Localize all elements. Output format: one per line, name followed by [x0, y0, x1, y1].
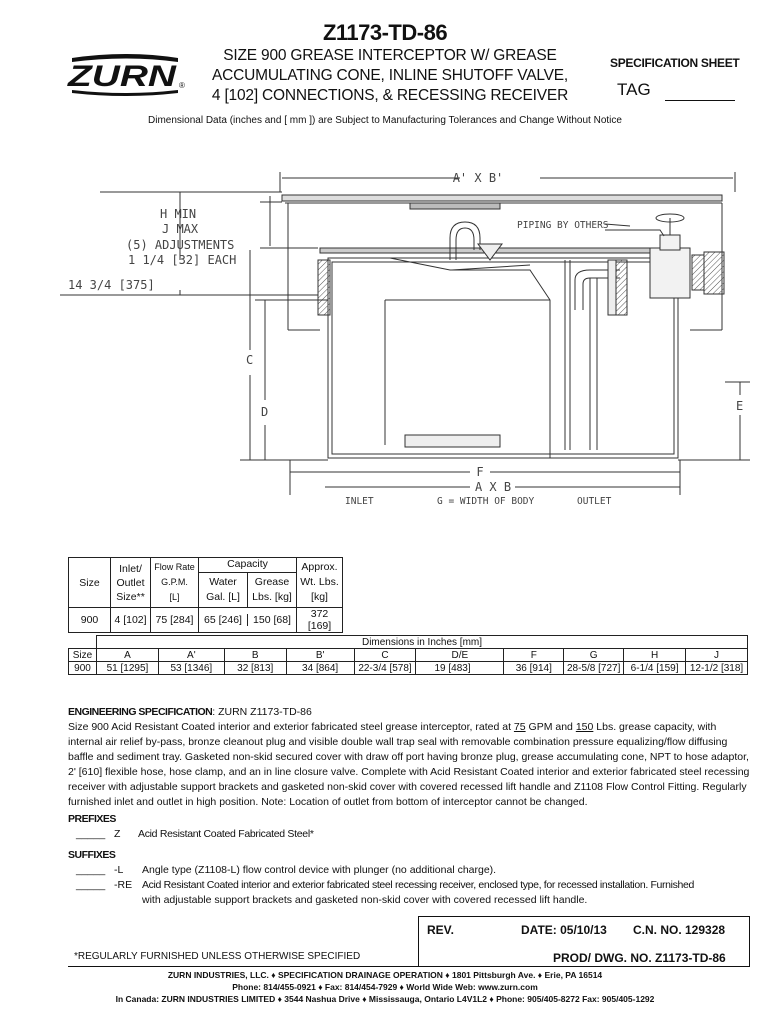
weight-h3: [kg]: [311, 591, 328, 603]
dimensions-table: [68, 635, 748, 675]
spec-text-1: Size 900 Acid Resistant Coated interior and exterior fabricated steel grease interceptor, rated at: [68, 721, 514, 733]
grease-header: [248, 573, 296, 607]
adjust-each-label: 1 1/4 [32] EACH: [128, 253, 237, 267]
dim-col: F: [504, 649, 564, 662]
suffix-l-text: Angle type (Z1108-L) flow control device with plunger (no additional charge).: [142, 864, 497, 876]
prefix-text: Acid Resistant Coated Fabricated Steel*: [138, 828, 314, 840]
dim-cell: 32 [813]: [224, 662, 286, 675]
page-title: Z1173-TD-86: [322, 20, 448, 45]
dim-col: H: [624, 649, 686, 662]
weight-h2: Wt. Lbs.: [300, 576, 339, 588]
dim-cell: 19 [483]: [416, 662, 504, 675]
prefix-suffix-section: [68, 812, 750, 908]
suffix-re-text: Acid Resistant Coated interior and exterior fabricated steel recessing receiver, enclosed type, for recessed installation. Furnished: [142, 879, 695, 891]
footer-line-1: ZURN INDUSTRIES, LLC. ♦ SPECIFICATION DRAINAGE OPERATION ♦ 1801 Pittsburgh Ave. ♦ Erie, PA 16514: [167, 970, 603, 980]
top-dim-label: A' X B': [452, 171, 504, 185]
axb-label: A X B: [474, 480, 512, 494]
tag-field[interactable]: [665, 100, 735, 101]
spec-sheet-label: SPECIFICATION SHEET: [610, 56, 740, 70]
suffixes-title: SUFFIXES: [68, 849, 116, 861]
dim-cell: 22-3/4 [578]: [354, 662, 416, 675]
dim-col: Size: [69, 649, 97, 662]
inlet-h3: Size**: [116, 590, 145, 603]
flow-h3: [L]: [169, 592, 180, 602]
grease-value: 150 [68]: [253, 614, 291, 626]
flow-h2: G.P.M.: [161, 577, 188, 587]
dim-cell: 34 [864]: [286, 662, 354, 675]
suffix-l-code: -L: [114, 864, 124, 876]
dim-col: C: [354, 649, 416, 662]
weight-header: [297, 558, 343, 608]
registered-mark: ®: [179, 81, 185, 90]
piping-label: PIPING BY OTHERS: [517, 220, 609, 231]
subtitle-line-3: 4 [102] CONNECTIONS, & RECESSING RECEIVER: [211, 87, 569, 104]
table-row: [69, 649, 748, 662]
tag-label: TAG: [617, 80, 651, 99]
footer-divider: [68, 966, 750, 967]
suffix-re-text-2: with adjustable support brackets and gasketed non-skid cover with covered recessed lift handle.: [142, 894, 588, 906]
dim-cell: 12-1/2 [318]: [686, 662, 748, 675]
dim-cell: 36 [914]: [504, 662, 564, 675]
weight-h1: Approx.: [301, 561, 338, 573]
subtitle-line-2: ACCUMULATING CONE, INLINE SHUTOFF VALVE,: [211, 67, 568, 84]
dim-d-label: D: [261, 405, 269, 419]
date-label: DATE: 05/10/13: [521, 923, 607, 937]
dim-col: B': [286, 649, 354, 662]
body-width-label: G = WIDTH OF BODY: [437, 496, 535, 507]
dim-cell: 6-1/4 [159]: [624, 662, 686, 675]
adjustments-label: (5) ADJUSTMENTS: [126, 238, 235, 252]
logo-text: ZURN: [66, 60, 178, 93]
flow-header: [151, 558, 199, 608]
capacity-header: [199, 558, 297, 608]
inlet-header: [111, 558, 151, 608]
dim-col: B: [224, 649, 286, 662]
water-h1: Water: [209, 576, 237, 588]
prefixes-title: PREFIXES: [68, 813, 116, 825]
cap-cell: 372 [169]: [297, 608, 343, 633]
flow-h1: Flow Rate: [154, 562, 195, 572]
rev-label: REV.: [427, 923, 454, 937]
spec-lbs: 150: [575, 721, 594, 733]
dims-title: Dimensions in Inches [mm]: [96, 636, 747, 649]
dim-col: A': [158, 649, 224, 662]
dim-col: J: [686, 649, 748, 662]
water-value: 65 [246]: [199, 614, 248, 626]
suffix-re-blank[interactable]: _____: [76, 879, 106, 891]
footer-line-3: In Canada: ZURN INDUSTRIES LIMITED ♦ 3544 Nashua Drive ♦ Mississauga, Ontario L4V1L2 ♦ Phone: 905/405-8272 Fax: 905/405-1292: [115, 994, 655, 1004]
subtitle-line-1: SIZE 900 GREASE INTERCEPTOR W/ GREASE: [223, 47, 557, 64]
water-h2: Gal. [L]: [206, 591, 240, 603]
inlet-h2: Outlet: [116, 576, 145, 589]
suffix-l-blank[interactable]: _____: [76, 864, 106, 876]
interceptor-drawing: [60, 160, 760, 520]
footnote: *REGULARLY FURNISHED UNLESS OTHERWISE SPECIFIED: [74, 951, 361, 962]
j-max-label: J MAX: [162, 222, 199, 236]
grease-h2: Lbs. [kg]: [252, 591, 292, 603]
dim-cell: 900: [69, 662, 97, 675]
spec-model: : ZURN Z1173-TD-86: [212, 706, 312, 718]
h-min-label: H MIN: [160, 207, 197, 221]
prod-dwg-label: PROD/ DWG. NO. Z1173-TD-86: [553, 951, 726, 965]
revision-block: [418, 916, 750, 966]
spec-label: ENGINEERING SPECIFICATION: [68, 706, 213, 718]
cap-cell: [199, 608, 297, 633]
dim-e-label: E: [736, 399, 744, 413]
table-row: [69, 662, 748, 675]
dim-col: G: [564, 649, 624, 662]
product-subtitle: [205, 46, 575, 106]
water-header: [199, 573, 248, 607]
dim-col: D/E: [416, 649, 504, 662]
table-row: [69, 608, 343, 633]
height-label: 14 3/4 [375]: [68, 278, 155, 292]
dim-cell: 53 [1346]: [158, 662, 224, 675]
cap-cell: 75 [284]: [151, 608, 199, 633]
prefix-blank[interactable]: _____: [76, 828, 106, 840]
spec-text-3: Lbs. grease capacity, with internal air relief by-pass, bronze cleanout plug and visible double wall trap seal with removable combination pressure equalizing/flow diffusing baffle and sediment tray. Gasketed non-skid secured cover with draw off port having bronze plug, grease accumulating cone, NPT to hose adaptor, 2' [610] flexible hose, hose clamp, and an in line closure valve. Complete with Acid Resistant Coated interior and exterior fabricated steel recessing receiver with adjustable support brackets and gasketed non-skid cover with covered recessed lift handle and Z1108 Flow Control Fitting. Regularly furnished inlet and outlet in high position. Note: Location of outlet from bottom of interceptor cannot be changed.: [68, 721, 750, 808]
footer-line-2: Phone: 814/455-0921 ♦ Fax: 814/454-7929 ♦ World Wide Web: www.zurn.com: [232, 982, 538, 992]
inlet-label: INLET: [345, 496, 374, 507]
inlet-h1: Inlet/: [119, 562, 142, 575]
cn-label: C.N. NO. 129328: [633, 923, 726, 937]
outlet-label: OUTLET: [577, 496, 612, 507]
grease-h1: Grease: [254, 576, 290, 588]
spec-text-2: GPM and: [525, 721, 576, 733]
dim-cell: 28-5/8 [727]: [564, 662, 624, 675]
dim-cell: 51 [1295]: [96, 662, 158, 675]
spec-body: [68, 720, 750, 810]
prefix-code: Z: [114, 828, 121, 840]
cap-cell: 4 [102]: [111, 608, 151, 633]
capacity-title: Capacity: [199, 558, 296, 573]
tolerance-notice: Dimensional Data (inches and [ mm ]) are Subject to Manufacturing Tolerances and Change Without Notice: [148, 115, 622, 126]
dim-c-label: C: [246, 353, 254, 367]
spec-gpm: 75: [513, 721, 526, 733]
dim-col: A: [96, 649, 158, 662]
zurn-logo: [66, 52, 191, 98]
size-header: Size: [69, 558, 111, 608]
engineering-spec: [68, 705, 750, 810]
capacity-table: [68, 557, 343, 633]
dim-f-label: F: [476, 465, 484, 479]
suffix-re-code: -RE: [114, 879, 133, 891]
cap-cell: 900: [69, 608, 111, 633]
